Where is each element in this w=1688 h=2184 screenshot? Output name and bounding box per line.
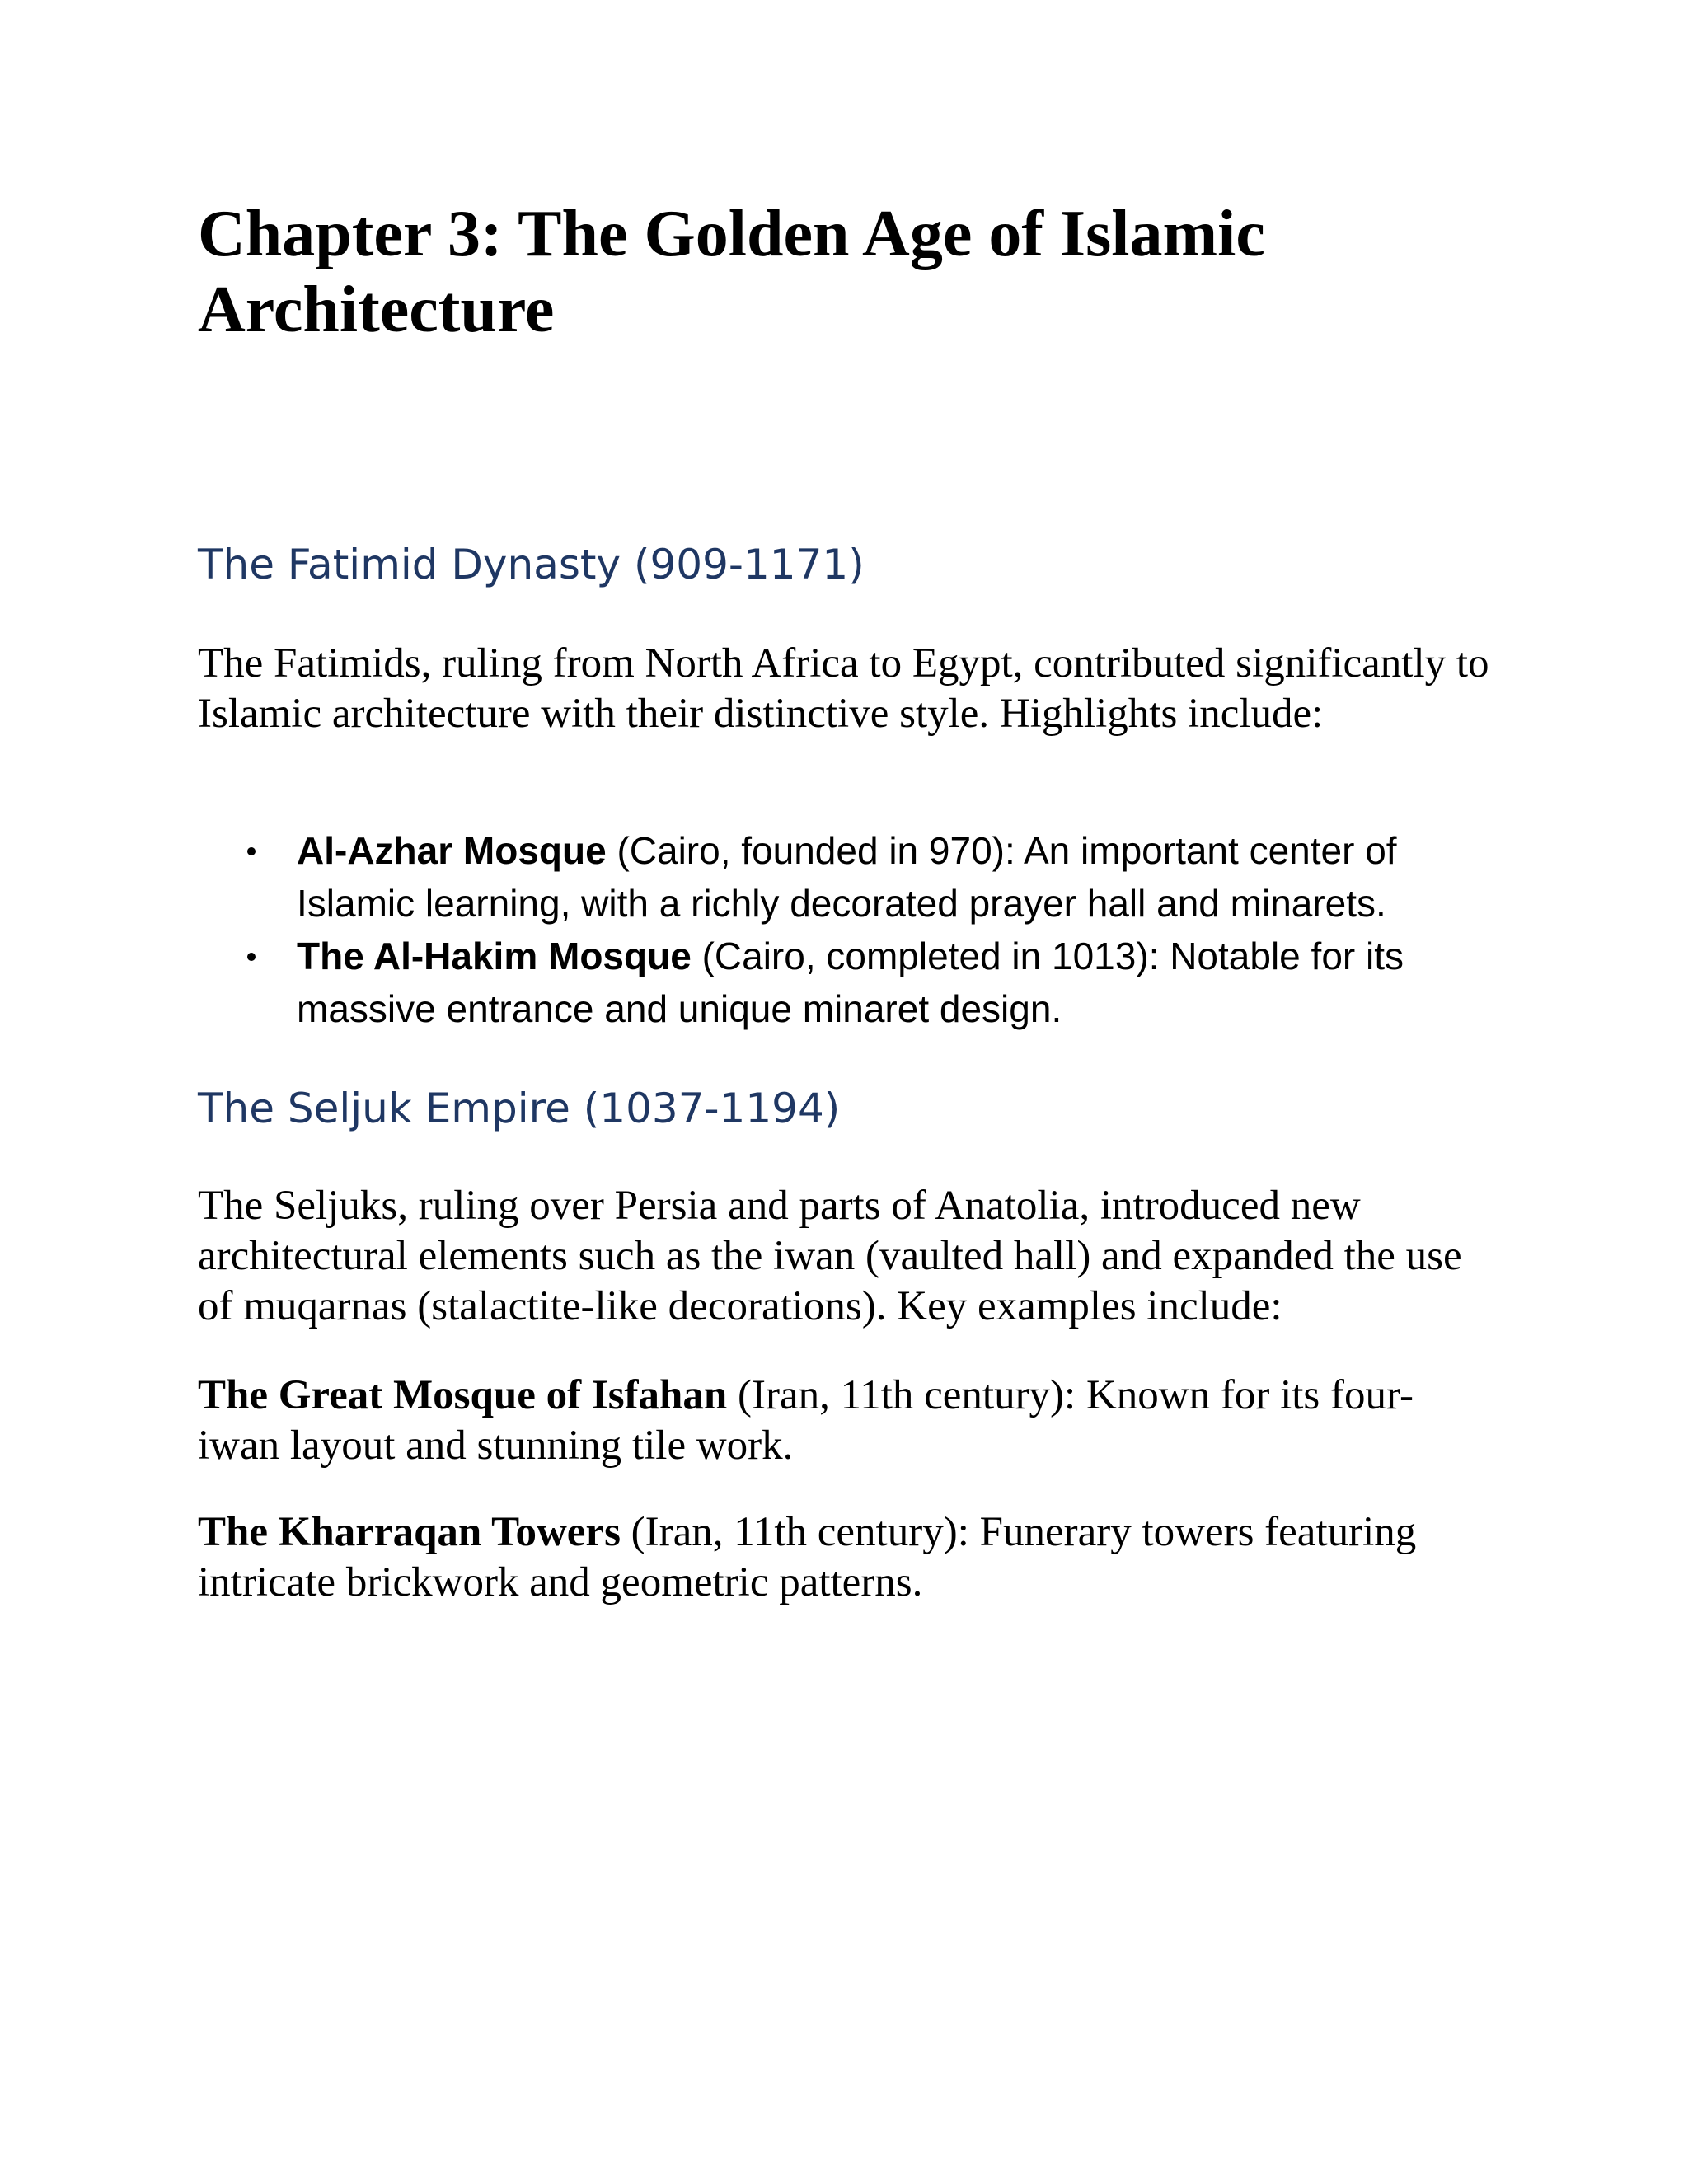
example-detail: (Iran, 11th century): Known for its four-iwan layout and stunning tile work. xyxy=(198,1372,1414,1469)
item-detail: (Cairo, completed in 1013): Notable for its massive entrance and unique minaret design. xyxy=(297,935,1404,1030)
example-detail: (Iran, 11th century): Funerary towers featuring intricate brickwork and geometric patterns. xyxy=(198,1509,1417,1605)
fatimid-highlights-list xyxy=(198,824,1500,1035)
seljuk-heading: The Seljuk Empire (1037-1194) xyxy=(198,1085,841,1132)
item-name: Al-Azhar Mosque xyxy=(297,829,607,872)
list-item xyxy=(198,930,1500,1035)
bullet-icon xyxy=(247,953,256,961)
list-item xyxy=(198,824,1500,930)
seljuk-example-paragraph xyxy=(198,1371,1492,1471)
item-detail: (Cairo, founded in 970): An important center of Islamic learning, with a richly decorated prayer hall and minarets. xyxy=(297,829,1397,925)
fatimid-intro: The Fatimids, ruling from North Africa to Egypt, contributed significantly to Islamic architecture with their distinctive style. Highlights include: xyxy=(198,640,1489,737)
seljuk-intro: The Seljuks, ruling over Persia and parts of Anatolia, introduced new architectural elements such as the iwan (vaulted hall) and expanded the use of muqarnas (stalactite-like decorations). Key examples include: xyxy=(198,1183,1462,1329)
fatimid-heading: The Fatimid Dynasty (909-1171) xyxy=(198,541,865,588)
chapter-title: Chapter 3: The Golden Age of Islamic Architecture xyxy=(198,198,1265,346)
example-name: The Great Mosque of Isfahan xyxy=(198,1372,728,1418)
seljuk-example-paragraph xyxy=(198,1507,1492,1608)
bullet-icon xyxy=(247,847,256,855)
item-name: The Al-Hakim Mosque xyxy=(297,935,692,977)
example-name: The Kharraqan Towers xyxy=(198,1509,621,1555)
